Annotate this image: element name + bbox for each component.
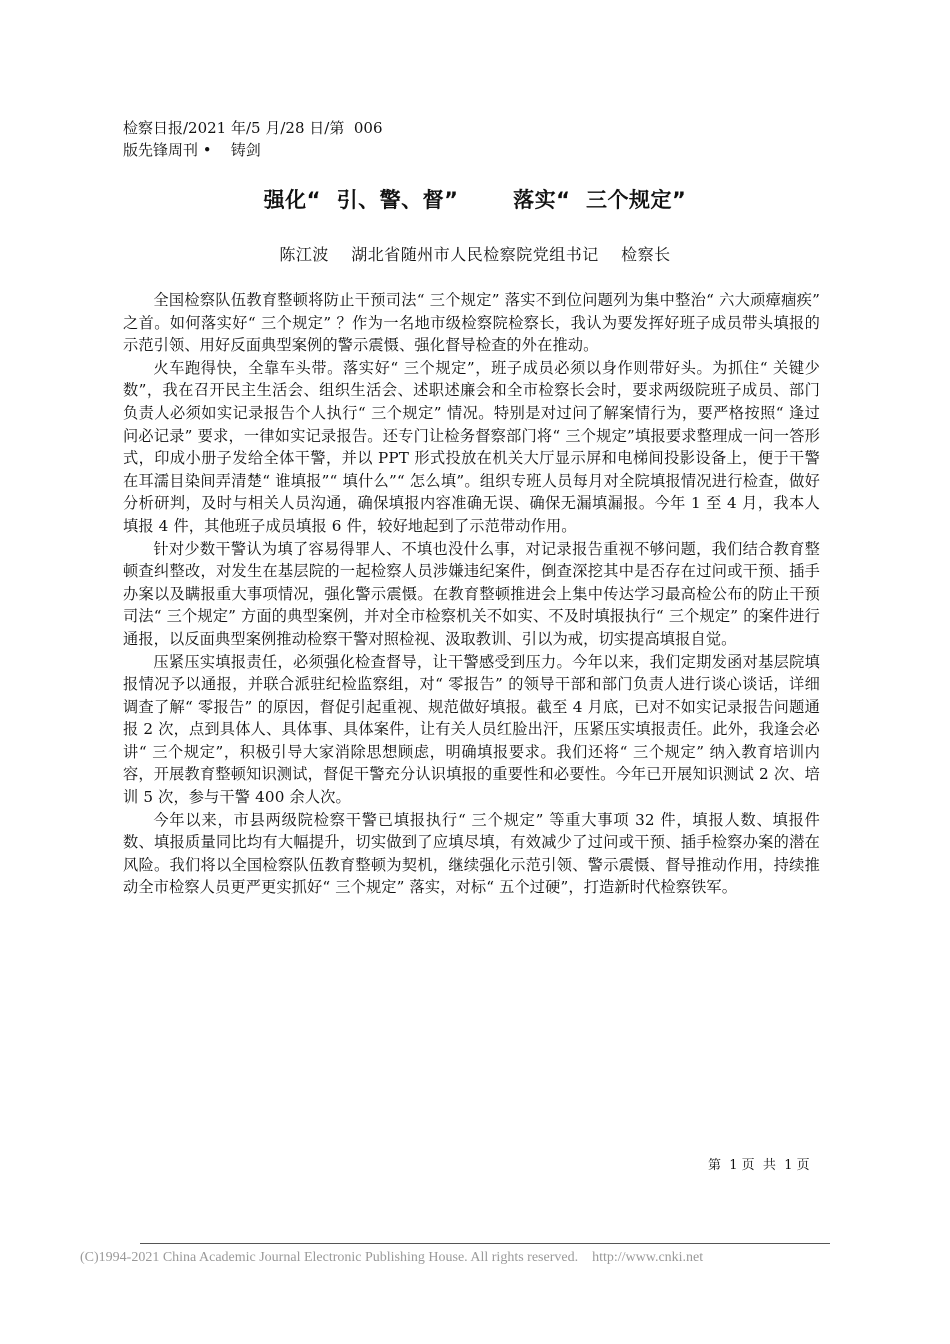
copyright-footer: (C)1994-2021 China Academic Journal Electronic Publishing House. All rights reserved. http://www.cnki.net [80,1250,704,1265]
paragraph: 压紧压实填报责任，必须强化检查督导，让干警感受到压力。今年以来，我们定期发函对基层院填报情况予以通报，并联合派驻纪检监察组，对“ 零报告” 的领导干部和部门负责人进行谈心谈话，详细调查了解“ 零报告” 的原因，督促引起重视、规范做好填报。截至 4 月底，已对不如实记录报告问题通报 2 次，点到具体人、具体事、具体案件，让有关人员红脸出汗，压紧压实填报责任。此外，我逢会必讲“ 三个规定”，积极引导大家消除思想顾虑，明确填报要求。我们还将“ 三个规定” 纳入教育培训内容，开展教育整顿知识测试，督促干警充分认识填报的重要性和必要性。今年已开展知识测试 2 次、培训 5 次，参与干警 400 余人次。 [123,652,820,807]
article-body [123,289,820,899]
source-line-2: 版先锋周刊 • 铸剑 [123,141,261,159]
author-line: 陈江波 湖北省随州市人民检察院党组书记 检察长 [279,245,671,264]
paragraph: 针对少数干警认为填了容易得罪人、不填也没什么事，对记录报告重视不够问题，我们结合教育整顿查纠整改，对发生在基层院的一起检察人员涉嫌违纪案件，倒查深挖其中是否存在过问或干预、插手办案以及瞒报重大事项情况，强化警示震慑。在教育整顿推进会上集中传达学习最高检公布的防止干预司法“ 三个规定” 方面的典型案例，并对全市检察机关不如实、不及时填报执行“ 三个规定” 的案件进行通报，以反面典型案例推动检察干警对照检视、汲取教训、引以为戒，切实提高填报自觉。 [123,539,820,648]
footer-divider [140,1243,830,1244]
paragraph: 全国检察队伍教育整顿将防止干预司法“ 三个规定” 落实不到位问题列为集中整治“ 六大顽瘴痼疾” 之首。如何落实好“ 三个规定” ？作为一名地市级检察院检察长，我认为要发挥好班子成员带头填报的示范引领、用好反面典型案例的警示震慑、强化督导检查的外在推动。 [123,291,820,355]
source-info [123,117,383,161]
paragraph: 火车跑得快，全靠车头带。落实好“ 三个规定”，班子成员必须以身作则带好头。为抓住“ 关键少数”，我在召开民主生活会、组织生活会、述职述廉会和全市检察长会时，要求两级院班子成员、部门负责人必须如实记录报告个人执行“ 三个规定” 情况。特别是对过问了解案情行为，要严格按照“ 逢过问必记录” 要求，一律如实记录报告。还专门让检务督察部门将“ 三个规定”填报要求整理成一问一答形式，印成小册子发给全体干警，并以 PPT 形式投放在机关大厅显示屏和电梯间投影设备上，便于干警在耳濡目染间弄清楚“ 谁填报”“ 填什么”“ 怎么填”。组织专班人员每月对全院填报情况进行检查，做好分析研判，及时与相关人员沟通，确保填报内容准确无误、确保无漏填漏报。今年 1 至 4 月，我本人填报 4 件，其他班子成员填报 6 件，较好地起到了示范带动作用。 [123,358,820,535]
article-title: 强化“ 引、警、督” 落实“ 三个规定” [263,188,687,212]
page-number: 第 1 页 共 1 页 [708,1158,810,1173]
paragraph: 今年以来，市县两级院检察干警已填报执行“ 三个规定” 等重大事项 32 件，填报人数、填报件数、填报质量同比均有大幅提升，切实做到了应填尽填，有效减少了过问或干预、插手检察办案的潜在风险。我们将以全国检察队伍教育整顿为契机，继续强化示范引领、警示震慑、督导推动作用，持续推动全市检察人员更严更实抓好“ 三个规定” 落实，对标“ 五个过硬”，打造新时代检察铁军。 [123,810,820,897]
source-line-1: 检察日报/2021 年/5 月/28 日/第 006 [123,119,383,137]
